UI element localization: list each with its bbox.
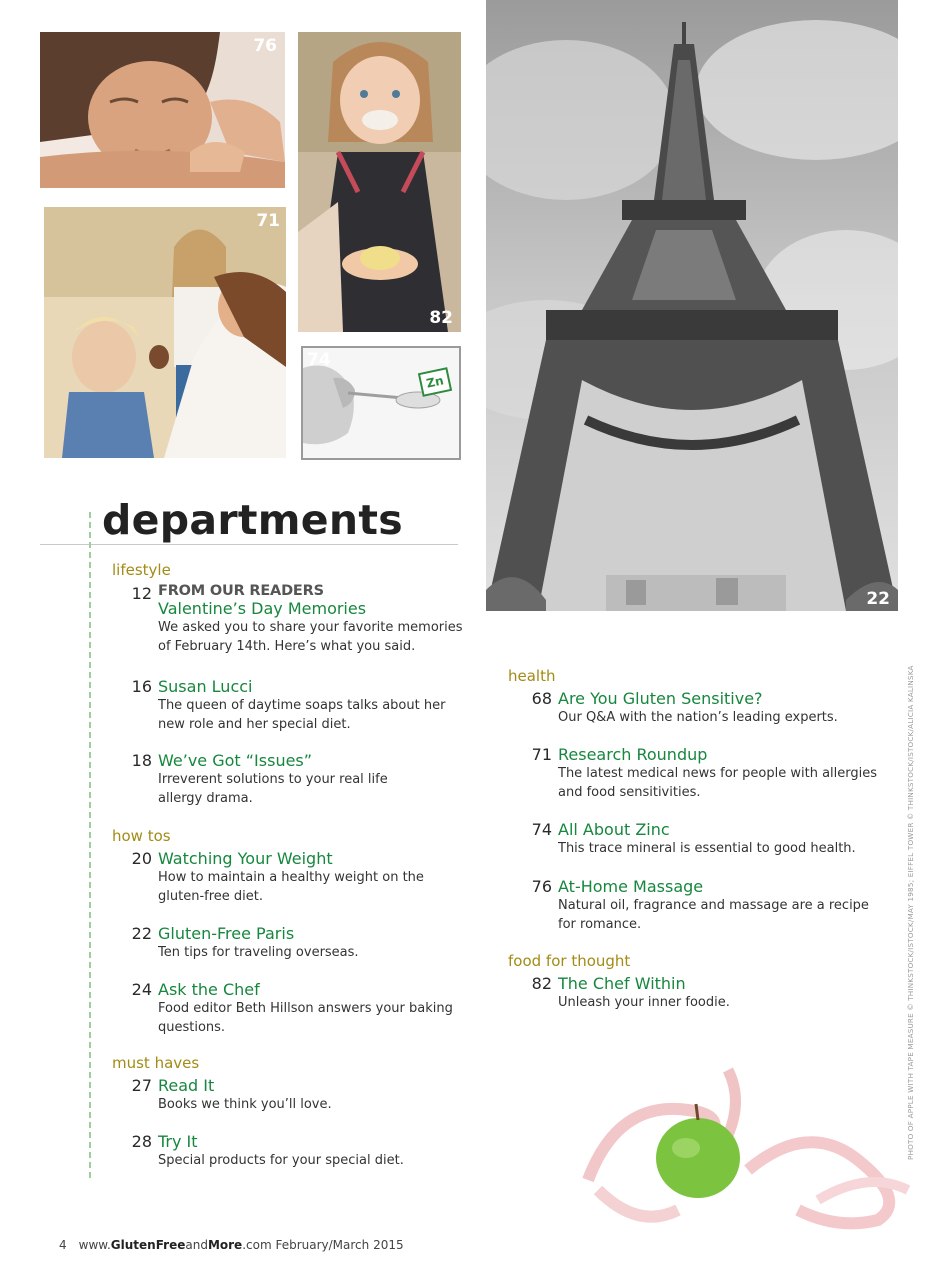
footer-url-suffix: .com: [242, 1238, 272, 1252]
entry-description: Our Q&A with the nation’s leading experts.: [558, 710, 838, 725]
entry-description: gluten-free diet.: [158, 888, 263, 904]
eiffel-tower-photo: [486, 0, 898, 611]
entry-description: Unleash your inner foodie.: [558, 995, 730, 1010]
entry-page-number: 76: [531, 877, 552, 896]
entry-page-number: 24: [131, 980, 152, 999]
entry-page-number: 71: [531, 745, 552, 764]
dashed-guide-line: [89, 512, 91, 1178]
departments-title: departments: [102, 496, 404, 544]
entry-description: How to maintain a healthy weight on the: [158, 870, 424, 885]
entry-title[interactable]: Valentine’s Day Memories: [158, 599, 367, 618]
photo-credit: PHOTO OF APPLE WITH TAPE MEASURE © THINKSTOCK/ISTOCK/MAY 1985; EIFFEL TOWER © THINKSTOCK/ISTOCK/ALICIA KALINSKA: [906, 665, 915, 1160]
page-number-badge: 74: [307, 350, 331, 370]
section-how-tos: how tos: [112, 827, 171, 845]
entry-title[interactable]: The Chef Within: [558, 974, 686, 993]
footer-brand-glutenfree: GlutenFree: [110, 1238, 186, 1252]
zinc-badge-label: Zn: [425, 373, 445, 391]
entry-page-number: 82: [531, 974, 552, 993]
page-number-badge: 71: [256, 211, 280, 231]
entry-page-number: 22: [131, 924, 152, 943]
girl-baking-photo: [298, 32, 461, 332]
entry-description: This trace mineral is essential to good health.: [558, 841, 856, 856]
footer-page-number: 4: [59, 1238, 67, 1252]
page-number-badge: 76: [253, 36, 277, 56]
entry-title[interactable]: Research Roundup: [558, 745, 708, 764]
entry-title[interactable]: Are You Gluten Sensitive?: [558, 689, 763, 708]
page-footer: [59, 1238, 404, 1252]
footer-brand-more: More: [207, 1238, 243, 1252]
entry-description: new role and her special diet.: [158, 716, 351, 732]
entry-page-number: 68: [531, 689, 552, 708]
entry-description: of February 14th. Here’s what you said.: [158, 638, 416, 654]
entry-title[interactable]: Watching Your Weight: [158, 849, 333, 868]
footer-brand-and: and: [185, 1238, 208, 1252]
entry-description: Irreverent solutions to your real life: [158, 772, 388, 787]
section-lifestyle: lifestyle: [112, 561, 171, 579]
entry-description: Natural oil, fragrance and massage are a recipe: [558, 898, 869, 913]
entry-description: Special products for your special diet.: [158, 1153, 404, 1168]
entry-description: Books we think you’ll love.: [158, 1097, 332, 1112]
entry-page-number: 12: [131, 584, 152, 603]
entry-title[interactable]: Gluten-Free Paris: [158, 924, 295, 943]
section-food-for-thought: food for thought: [508, 952, 631, 970]
entry-page-number: 74: [531, 820, 552, 839]
entry-description: Ten tips for traveling overseas.: [158, 945, 359, 960]
entry-title[interactable]: Susan Lucci: [158, 677, 253, 696]
entry-title[interactable]: Read It: [158, 1076, 215, 1095]
entry-title[interactable]: At-Home Massage: [558, 877, 704, 896]
massage-photo: [40, 32, 285, 188]
entry-title[interactable]: Try It: [158, 1132, 198, 1151]
entry-description: The latest medical news for people with allergies: [558, 766, 878, 781]
page-number-badge: 82: [429, 308, 453, 328]
entry-title[interactable]: All About Zinc: [558, 820, 670, 839]
entry-page-number: 18: [131, 751, 152, 770]
footer-url-prefix: www.: [78, 1238, 111, 1252]
page-number-badge: 22: [866, 589, 890, 609]
entry-description: The queen of daytime soaps talks about her: [158, 698, 446, 713]
apple-tape-measure-photo: [578, 1060, 918, 1230]
entry-description: for romance.: [558, 916, 642, 932]
entry-description: Food editor Beth Hillson answers your baking: [158, 1001, 453, 1016]
entry-page-number: 28: [131, 1132, 152, 1151]
entry-description: questions.: [158, 1019, 226, 1035]
entry-page-number: 27: [131, 1076, 152, 1095]
entry-page-number: 16: [131, 677, 152, 696]
entry-kicker: FROM OUR READERS: [158, 583, 324, 599]
title-rule: [40, 544, 458, 545]
entry-page-number: 20: [131, 849, 152, 868]
section-must-haves: must haves: [112, 1054, 200, 1072]
entry-description: allergy drama.: [158, 790, 253, 806]
entry-title[interactable]: Ask the Chef: [158, 980, 260, 999]
entry-description: We asked you to share your favorite memories: [158, 620, 463, 635]
zinc-spoon-photo: [301, 346, 461, 460]
section-health: health: [508, 667, 556, 685]
ice-cream-photo: [44, 207, 286, 458]
entry-title[interactable]: We’ve Got “Issues”: [158, 751, 313, 770]
footer-issue: February/March 2015: [271, 1238, 404, 1252]
entry-description: and food sensitivities.: [558, 784, 701, 800]
